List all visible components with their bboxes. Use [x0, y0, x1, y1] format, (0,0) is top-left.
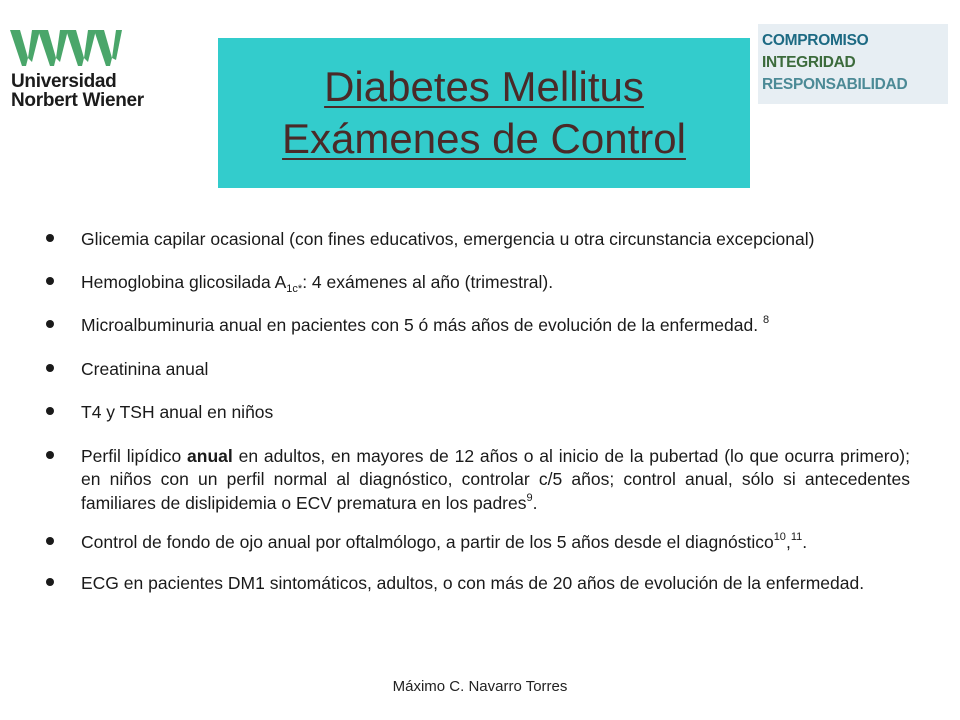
text-part: Microalbuminuria anual en pacientes con 5 ó más años de evolución de la enfermedad. [81, 315, 763, 335]
list-item [44, 358, 910, 382]
text-part: : 4 exámenes al año (trimestral). [302, 271, 554, 292]
value-compromiso: COMPROMISO [762, 32, 869, 49]
footer-author: Máximo C. Navarro Torres [392, 678, 568, 695]
bullet-dot-icon [46, 320, 54, 328]
title-box [218, 38, 750, 188]
value-responsabilidad: RESPONSABILIDAD [762, 76, 908, 93]
list-item-text [81, 271, 910, 295]
logo-wordmark [11, 72, 144, 110]
values-box [758, 24, 948, 104]
bullet-dot-icon [46, 537, 54, 545]
text-part: Perfil lipídico [81, 445, 188, 466]
list-item-text: Glicemia capilar ocasional (con fines educativos, emergencia u otra circunstancia excepcional) [81, 229, 815, 249]
university-logo [10, 30, 170, 120]
bullet-dot-icon [46, 234, 54, 242]
logo-line-1: Universidad [11, 71, 117, 92]
list-item-text: T4 y TSH anual en niños [81, 402, 274, 422]
footnote-ref: 8 [762, 314, 770, 326]
bullet-dot-icon [46, 578, 54, 586]
value-integridad: INTEGRIDAD [762, 54, 856, 71]
text-part: . [802, 532, 808, 552]
list-item [44, 401, 910, 425]
list-item [44, 445, 910, 516]
list-item [44, 572, 910, 596]
text-part: en adultos, en mayores de 12 años o al inicio de la pubertad (lo que ocurra primero); en niños con un perfil normal al diagnóstico, controlar c/5 años; control anual, sólo si antecedentes familiares de dislipidemia o ECV prematura en los padres [81, 445, 910, 513]
list-item-text: Creatinina anual [81, 358, 209, 379]
footnote-ref: 9 [526, 491, 533, 504]
list-item-text: ECG en pacientes DM1 sintomáticos, adultos, o con más de 20 años de evolución de la enfermedad. [81, 572, 865, 593]
list-item [44, 271, 910, 295]
list-item [44, 228, 910, 252]
list-item [44, 314, 910, 338]
bullet-dot-icon [46, 451, 54, 459]
bullet-dot-icon [46, 364, 54, 372]
footnote-ref: 10 [773, 531, 786, 543]
logo-line-2: Norbert Wiener [11, 90, 144, 111]
text-part: . [532, 492, 538, 513]
text-bold: anual [187, 445, 233, 466]
text-part: Control de fondo de ojo anual por oftalmólogo, a partir de los 5 años desde el diagnóstico [81, 532, 774, 552]
text-part: , [785, 532, 791, 552]
list-item-text [81, 314, 910, 338]
wiener-chevron-logo-icon [10, 30, 122, 66]
text-part: Hemoglobina glicosilada A [81, 271, 287, 292]
list-item [44, 531, 910, 555]
title-line-2: Exámenes de Control [282, 115, 686, 162]
exam-list [44, 228, 910, 614]
list-item-text [81, 445, 910, 516]
subscript: 1c* [286, 282, 303, 295]
list-item-text [81, 531, 910, 555]
bullet-dot-icon [46, 407, 54, 415]
bullet-dot-icon [46, 277, 54, 285]
title-line-1: Diabetes Mellitus [324, 63, 644, 110]
footnote-ref: 11 [790, 531, 803, 543]
